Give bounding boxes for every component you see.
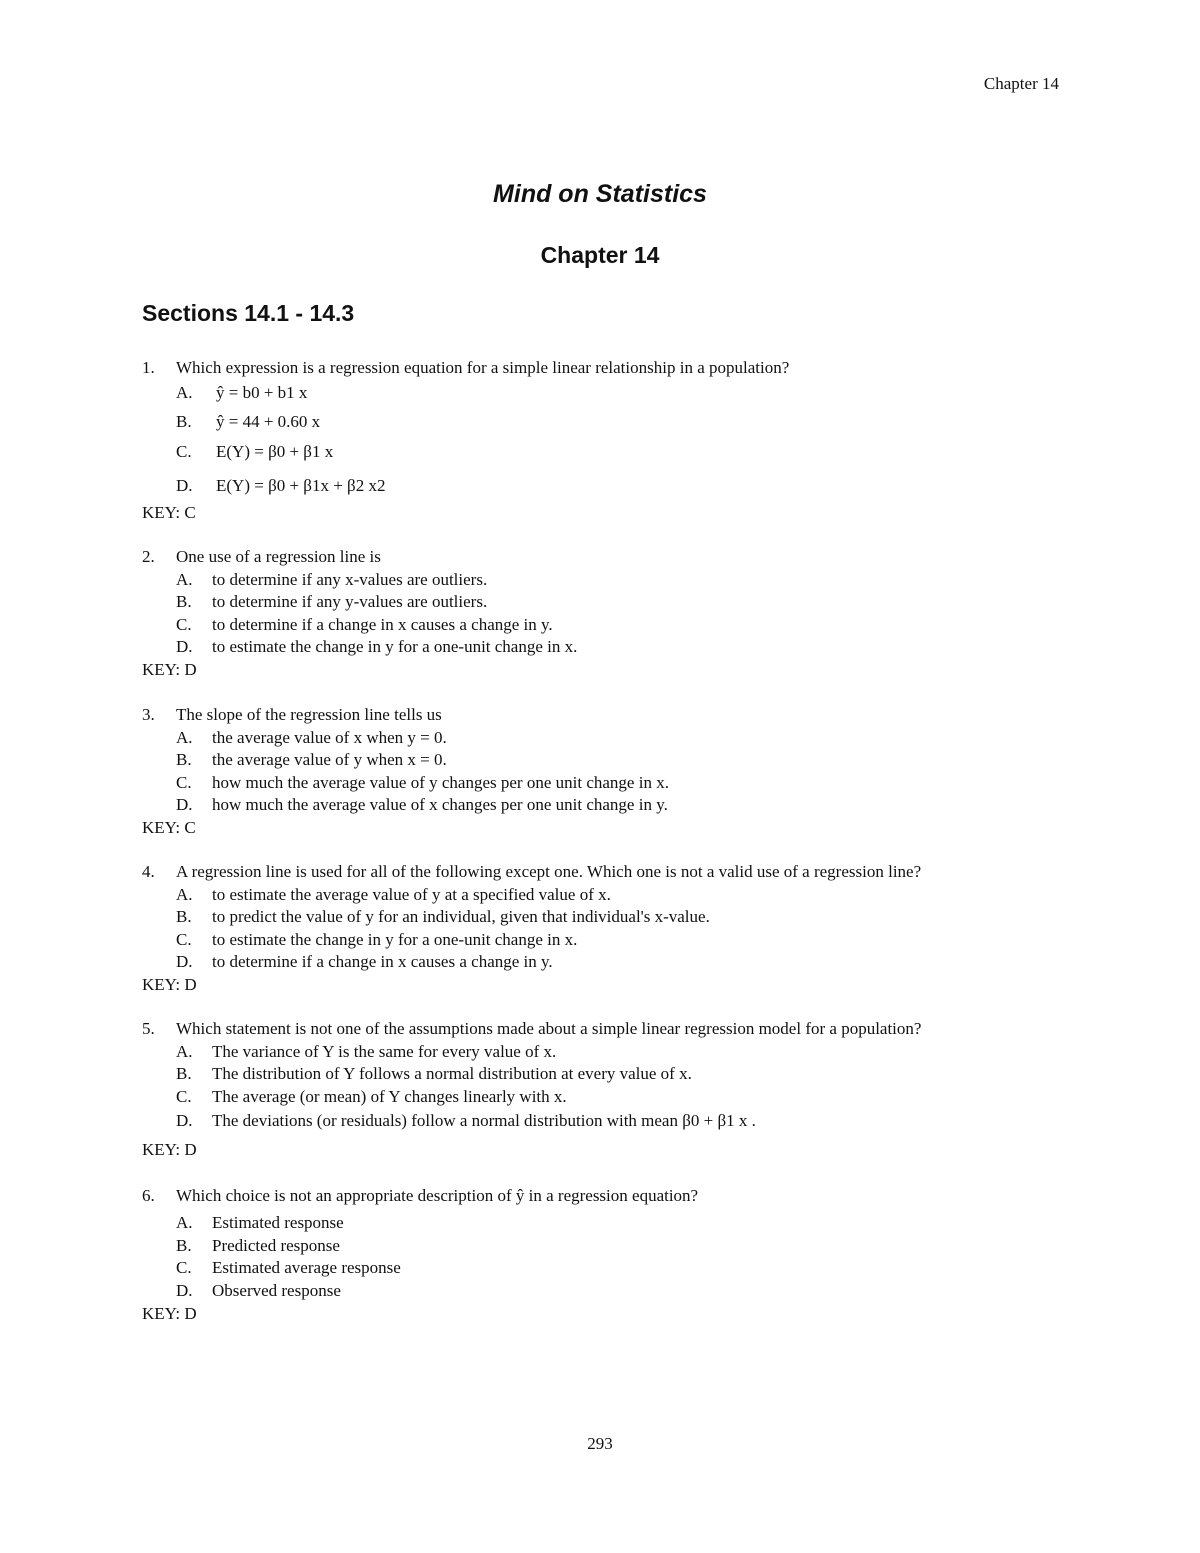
option-text: Estimated response xyxy=(212,1213,344,1232)
question-number: 4. xyxy=(142,862,155,881)
page-number: 293 xyxy=(587,1434,613,1453)
question-text: One use of a regression line is xyxy=(176,547,381,566)
question-number: 6. xyxy=(142,1186,155,1205)
option-text: to estimate the change in y for a one-unit change in x. xyxy=(212,930,578,949)
option-letter: A. xyxy=(176,570,193,589)
option-letter: B. xyxy=(176,592,192,611)
option-text: to estimate the change in y for a one-unit change in x. xyxy=(212,637,578,656)
option-letter: C. xyxy=(176,1258,192,1277)
option-letter: B. xyxy=(176,750,192,769)
answer-key: KEY: D xyxy=(142,975,197,994)
option-text: to determine if any y-values are outliers. xyxy=(212,592,488,611)
option-text: The variance of Y is the same for every value of x. xyxy=(212,1042,557,1061)
option-letter: C. xyxy=(176,773,192,792)
option-text: to estimate the average value of y at a specified value of x. xyxy=(212,885,611,904)
question-number: 1. xyxy=(142,358,155,377)
option-text: The average (or mean) of Y changes linearly with x. xyxy=(212,1087,567,1106)
answer-key: KEY: D xyxy=(142,1140,197,1159)
book-title: Mind on Statistics xyxy=(493,180,707,208)
option-letter: A. xyxy=(176,1042,193,1061)
option-letter: D. xyxy=(176,1281,193,1300)
option-letter: B. xyxy=(176,1236,192,1255)
running-head: Chapter 14 xyxy=(983,74,1059,93)
option-letter: D. xyxy=(176,637,193,656)
option-letter: D. xyxy=(176,795,193,814)
option-letter: C. xyxy=(176,930,192,949)
option-text: to determine if a change in x causes a change in y. xyxy=(212,952,553,971)
question-number: 5. xyxy=(142,1019,155,1038)
option-letter: A. xyxy=(176,885,193,904)
question-text: The slope of the regression line tells us xyxy=(176,705,442,724)
answer-key: KEY: D xyxy=(142,660,197,679)
option-formula: E(Y) = β0 + β1x + β2 x2 xyxy=(216,476,386,495)
option-letter: D. xyxy=(176,476,193,495)
question-text: Which choice is not an appropriate description of ŷ in a regression equation? xyxy=(176,1186,699,1205)
option-text: The distribution of Y follows a normal distribution at every value of x. xyxy=(212,1064,692,1083)
option-text: Observed response xyxy=(212,1281,341,1300)
option-letter: A. xyxy=(176,728,193,747)
answer-key: KEY: C xyxy=(142,503,196,522)
option-letter: D. xyxy=(176,952,193,971)
option-text: the average value of x when y = 0. xyxy=(212,728,447,747)
question-text: Which statement is not one of the assumptions made about a simple linear regression model for a population? xyxy=(176,1019,922,1038)
option-letter: C. xyxy=(176,1087,192,1106)
option-text: to determine if a change in x causes a change in y. xyxy=(212,615,553,634)
option-letter: A. xyxy=(176,383,193,402)
option-formula: E(Y) = β0 + β1 x xyxy=(216,442,334,461)
question-number: 3. xyxy=(142,705,155,724)
option-letter: C. xyxy=(176,615,192,634)
option-letter: D. xyxy=(176,1111,193,1130)
option-formula: ŷ = b0 + b1 x xyxy=(216,383,308,402)
option-formula: ŷ = 44 + 0.60 x xyxy=(216,412,321,431)
option-text: to predict the value of y for an individual, given that individual's x-value. xyxy=(212,907,710,926)
option-text: to determine if any x-values are outliers. xyxy=(212,570,488,589)
answer-key: KEY: D xyxy=(142,1304,197,1323)
option-letter: C. xyxy=(176,442,192,461)
option-text: Predicted response xyxy=(212,1236,340,1255)
option-text: the average value of y when x = 0. xyxy=(212,750,447,769)
option-letter: B. xyxy=(176,412,192,431)
chapter-title: Chapter 14 xyxy=(540,242,660,268)
option-letter: A. xyxy=(176,1213,193,1232)
question-text: Which expression is a regression equation for a simple linear relationship in a population? xyxy=(176,358,790,377)
answer-key: KEY: C xyxy=(142,818,196,837)
option-text: how much the average value of y changes per one unit change in x. xyxy=(212,773,669,792)
option-letter: B. xyxy=(176,1064,192,1083)
option-text: how much the average value of x changes per one unit change in y. xyxy=(212,795,668,814)
question-text: A regression line is used for all of the following except one. Which one is not a valid use of a regression line? xyxy=(176,862,922,881)
question-number: 2. xyxy=(142,547,155,566)
section-title: Sections 14.1 - 14.3 xyxy=(142,300,355,326)
option-letter: B. xyxy=(176,907,192,926)
option-text: The deviations (or residuals) follow a normal distribution with mean β0 + β1 x . xyxy=(212,1111,756,1130)
option-text: Estimated average response xyxy=(212,1258,401,1277)
